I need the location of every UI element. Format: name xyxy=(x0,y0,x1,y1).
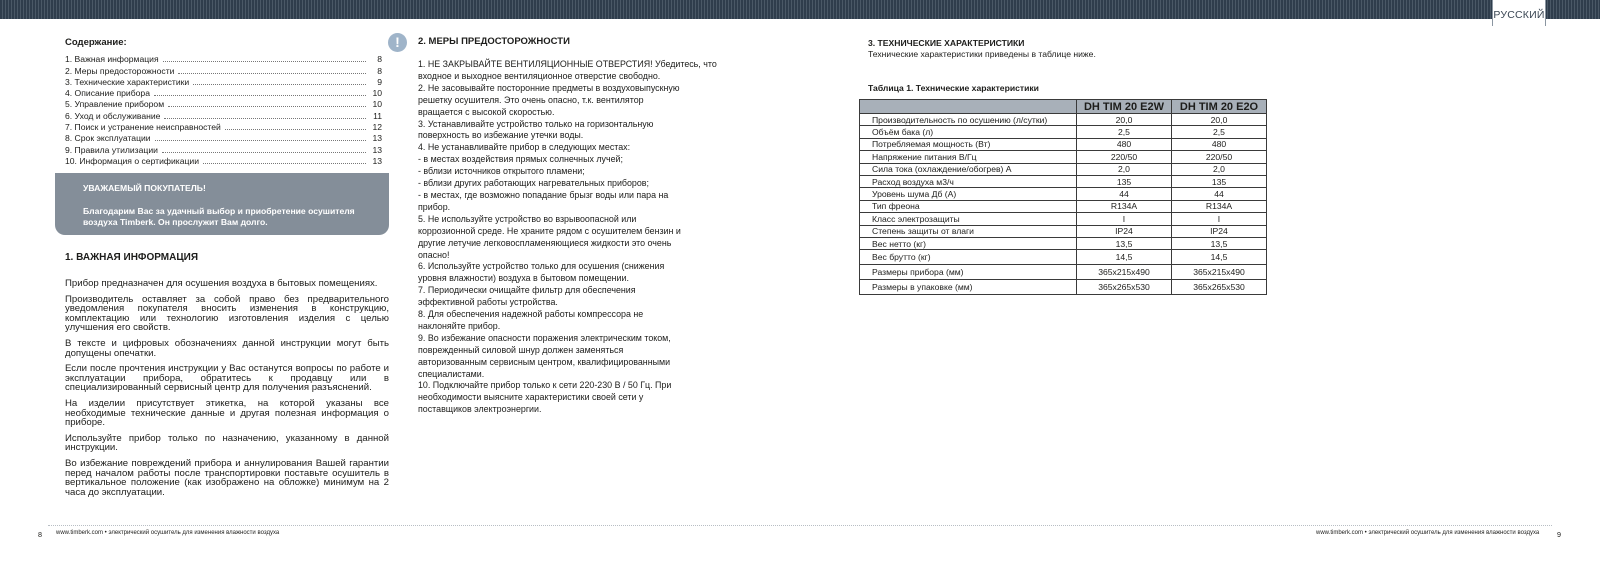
section2-line: 7. Периодически очищайте фильтр для обеспечения xyxy=(418,285,636,296)
table-cell-value: IP24 xyxy=(1172,225,1267,237)
toc-item-label: 7. Поиск и устранение неисправностей xyxy=(65,122,221,133)
table-cell-label: Потребляемая мощность (Вт) xyxy=(860,138,1077,150)
toc-item xyxy=(65,121,382,132)
header-cell-blank xyxy=(860,100,1077,114)
section3-subtitle: Технические характеристики приведены в таблице ниже. xyxy=(868,49,1096,59)
section2-line: коррозионной среде. Не храните рядом с осушителем бензин и xyxy=(418,225,681,236)
toc-leader-dots xyxy=(178,73,366,74)
toc-item-label: 5. Управление прибором xyxy=(65,99,165,110)
toc-item-label: 6. Уход и обслуживание xyxy=(65,110,161,121)
table-row xyxy=(860,225,1267,237)
page-number-left: 8 xyxy=(38,530,42,539)
section2-line: решетку осушителя. Это очень опасно, т.к. вентилятор xyxy=(418,94,644,105)
table-cell-value: 365x215x490 xyxy=(1172,265,1267,280)
table-cell-label: Вес нетто (кг) xyxy=(860,237,1077,249)
table-cell-value: IP24 xyxy=(1077,225,1172,237)
section2-line: - вблизи других работающих нагревательных приборов; xyxy=(418,178,649,189)
table-cell-value: 13,5 xyxy=(1172,237,1267,249)
table-cell-value: 20,0 xyxy=(1172,114,1267,126)
toc-leader-dots xyxy=(193,84,366,85)
section2-line: 6. Используйте устройство только для осушения (снижения xyxy=(418,261,665,272)
table-cell-value: 480 xyxy=(1172,138,1267,150)
section1-paragraph: Во избежание повреждений прибора и аннулирования Вашей гарантии перед началом работы после транспортировки поставьте осушитель в вертикальное положение (как изображено на обложке) минимум на 2 часа до эксплуатации. xyxy=(65,457,389,498)
toc-item-page: 8 xyxy=(377,54,382,65)
table-row xyxy=(860,200,1267,212)
table-row xyxy=(860,237,1267,249)
toc-item xyxy=(65,87,382,98)
table-cell-value: 480 xyxy=(1077,138,1172,150)
section2-line: поверхность во избежание утечки воды. xyxy=(418,130,584,141)
table-row xyxy=(860,151,1267,163)
language-tab xyxy=(1492,0,1546,26)
header-cell-model-1: DH TIM 20 E2W xyxy=(1077,100,1172,114)
table-row xyxy=(860,138,1267,150)
toc-leader-dots xyxy=(154,95,366,96)
toc-leader-dots xyxy=(162,152,366,153)
toc-item-label: 8. Срок эксплуатации xyxy=(65,133,151,144)
toc-item xyxy=(65,76,382,87)
toc-item xyxy=(65,143,382,154)
toc-item xyxy=(65,64,382,75)
section2-line: 8. Для обеспечения надежной работы компрессора не xyxy=(418,309,644,320)
table-row xyxy=(860,265,1267,280)
table-cell-label: Размеры прибора (мм) xyxy=(860,265,1077,280)
toc-leader-dots xyxy=(155,140,366,141)
table-cell-value: I xyxy=(1077,213,1172,225)
section1-paragraph: Производитель оставляет за собой право без предварительного уведомления покупателя вносить изменения в конструкцию, комплектацию или технологию изготовления изделия с целью улучшения его свойств. xyxy=(65,293,389,334)
toc-item xyxy=(65,109,382,120)
table-cell-value: 220/50 xyxy=(1077,151,1172,163)
section2-line: авторизованным сервисным центром, квалифицированными xyxy=(418,356,671,367)
table-cell-label: Производительность по осушению (л/сутки) xyxy=(860,114,1077,126)
toc-item xyxy=(65,53,382,64)
toc-item-page: 8 xyxy=(377,65,382,76)
section2-line: поврежденный силовой шнур должен заменяться xyxy=(418,344,624,355)
top-stripe-bar xyxy=(0,0,1600,19)
section2-line: - вблизи источников открытого пламени; xyxy=(418,166,585,177)
table-cell-value: 365x265x530 xyxy=(1172,280,1267,295)
footer-text-right: www.timberk.com • электрический осушитель для изменения влажности воздуха xyxy=(1316,530,1540,536)
table-row xyxy=(860,126,1267,138)
section2-line: прибор. xyxy=(418,201,451,212)
header-cell-model-2: DH TIM 20 E2O xyxy=(1172,100,1267,114)
table-cell-value: 13,5 xyxy=(1077,237,1172,249)
toc-leader-dots xyxy=(164,118,366,119)
toc-item-label: 9. Правила утилизации xyxy=(65,144,158,155)
exclamation-icon: ! xyxy=(388,33,407,52)
table-cell-value: 14,5 xyxy=(1172,250,1267,265)
table-cell-value: 20,0 xyxy=(1077,114,1172,126)
table-cell-label: Объём бака (л) xyxy=(860,126,1077,138)
table-cell-label: Вес брутто (кг) xyxy=(860,250,1077,265)
table-cell-value: R134A xyxy=(1077,200,1172,212)
section2-line: 10. Подключайте прибор только к сети 220-230 В / 50 Гц. При xyxy=(418,380,672,391)
section2-line: 4. Не устанавливайте прибор в следующих местах: xyxy=(418,142,631,153)
toc-item-label: 2. Меры предосторожности xyxy=(65,65,175,76)
table-row xyxy=(860,280,1267,295)
table-title: Таблица 1. Технические характеристики xyxy=(868,83,1039,93)
table-cell-value: 220/50 xyxy=(1172,151,1267,163)
table-row xyxy=(860,175,1267,187)
table-cell-label: Тип фреона xyxy=(860,200,1077,212)
section1-title: 1. ВАЖНАЯ ИНФОРМАЦИЯ xyxy=(65,252,199,263)
section2-body xyxy=(418,59,718,416)
banner-body: Благодарим Вас за удачный выбор и приобретение осушителя воздуха Timberk. Он прослужит Вам долго. xyxy=(83,206,355,227)
section3-title: 3. ТЕХНИЧЕСКИЕ ХАРАКТЕРИСТИКИ xyxy=(868,38,1025,48)
toc-item-page: 12 xyxy=(372,122,382,133)
table-cell-value: R134A xyxy=(1172,200,1267,212)
section1-paragraph: Если после прочтения инструкции у Вас останутся вопросы по работе и эксплуатации прибора, обратитесь к продавцу или в специализированный сервисный центр для получения разъяснений. xyxy=(65,363,389,394)
table-row xyxy=(860,250,1267,265)
section2-line: опасно! xyxy=(418,249,450,260)
toc-leader-dots xyxy=(225,129,366,130)
table-cell-value: 44 xyxy=(1077,188,1172,200)
table-cell-value: 2,0 xyxy=(1077,163,1172,175)
table-cell-label: Сила тока (охлаждение/обогрев) А xyxy=(860,163,1077,175)
section2-line: 1. НЕ ЗАКРЫВАЙТЕ ВЕНТИЛЯЦИОННЫЕ ОТВЕРСТИЯ! Убедитесь, что xyxy=(418,59,717,69)
section1-body xyxy=(65,279,389,503)
toc-title: Содержание: xyxy=(65,37,127,48)
section1-paragraph: Прибор предназначен для осушения воздуха в бытовых помещениях. xyxy=(65,278,378,289)
toc-leader-dots xyxy=(163,61,366,62)
toc-leader-dots xyxy=(203,163,366,164)
toc-item xyxy=(65,132,382,143)
section2-line: 5. Не используйте устройство во взрывоопасной или xyxy=(418,213,637,224)
table-cell-value: 2,5 xyxy=(1172,126,1267,138)
table-cell-label: Расход воздуха м3/ч xyxy=(860,175,1077,187)
toc-leader-dots xyxy=(168,106,366,107)
table-cell-label: Напряжение питания В/Гц xyxy=(860,151,1077,163)
toc-item xyxy=(65,155,382,166)
table-row xyxy=(860,213,1267,225)
table-cell-value: 135 xyxy=(1172,175,1267,187)
table-of-contents xyxy=(65,53,382,166)
table-row xyxy=(860,114,1267,126)
section2-line: необходимости выясните характеристики своей сети у xyxy=(418,392,644,403)
table-cell-label: Класс электрозащиты xyxy=(860,213,1077,225)
section2-line: 3. Устанавливайте устройство только на горизонтальную xyxy=(418,118,654,129)
section2-line: другие летучие легковоспламеняющиеся жидкости это очень xyxy=(418,237,672,248)
section2-line: эффективной работы устройства. xyxy=(418,297,558,308)
toc-item-page: 10 xyxy=(372,99,382,110)
table-cell-value: 365x215x490 xyxy=(1077,265,1172,280)
section1-paragraph: На изделии присутствует этикетка, на которой указаны все необходимые технические данные и другая полезная информация о приборе. xyxy=(65,397,389,429)
page-number-right: 9 xyxy=(1557,530,1561,539)
toc-item xyxy=(65,98,382,109)
toc-item-label: 1. Важная информация xyxy=(65,54,159,65)
table-cell-value: 44 xyxy=(1172,188,1267,200)
banner-heading: УВАЖАЕМЫЙ ПОКУПАТЕЛЬ! xyxy=(83,183,206,193)
footer-divider xyxy=(48,525,1552,526)
customer-banner xyxy=(55,173,389,235)
spec-table-header xyxy=(860,100,1267,114)
table-row xyxy=(860,188,1267,200)
toc-item-label: 4. Описание прибора xyxy=(65,88,150,99)
toc-item-page: 13 xyxy=(372,144,382,155)
table-cell-label: Степень защиты от влаги xyxy=(860,225,1077,237)
footer-text-left: www.timberk.com • электрический осушитель для изменения влажности воздуха xyxy=(56,530,280,536)
section2-line: наклоняйте прибор. xyxy=(418,320,501,331)
toc-item-label: 10. Информация о сертификации xyxy=(65,155,200,166)
section2-line: поставщиков электроэнергии. xyxy=(418,404,542,415)
spec-table xyxy=(859,99,1267,295)
table-cell-value: I xyxy=(1172,213,1267,225)
toc-item-page: 13 xyxy=(372,155,382,166)
table-cell-value: 14,5 xyxy=(1077,250,1172,265)
table-cell-label: Уровень шума Дб (А) xyxy=(860,188,1077,200)
section1-paragraph: Используйте прибор только по назначению, указанному в данной инструкции. xyxy=(65,432,389,454)
section2-line: - в местах воздействия прямых солнечных лучей; xyxy=(418,154,623,165)
section2-line: - в местах, где возможно попадание брызг воды или пара на xyxy=(418,189,669,200)
toc-item-page: 10 xyxy=(372,88,382,99)
toc-item-label: 3. Технические характеристики xyxy=(65,76,190,87)
toc-item-page: 11 xyxy=(373,110,382,121)
section2-line: 9. Во избежание опасности поражения электрическим током, xyxy=(418,332,671,343)
section2-line: вращается с высокой скоростью. xyxy=(418,106,555,117)
toc-item-page: 13 xyxy=(372,133,382,144)
table-cell-label: Размеры в упаковке (мм) xyxy=(860,280,1077,295)
section2-title: 2. МЕРЫ ПРЕДОСТОРОЖНОСТИ xyxy=(418,36,570,47)
section1-paragraph: В тексте и цифровых обозначениях данной инструкции могут быть допущены опечатки. xyxy=(65,337,389,359)
table-cell-value: 2,0 xyxy=(1172,163,1267,175)
table-cell-value: 2,5 xyxy=(1077,126,1172,138)
table-cell-value: 365x265x530 xyxy=(1077,280,1172,295)
table-row xyxy=(860,163,1267,175)
section2-line: уровня влажности) воздуха в бытовом помещении. xyxy=(418,273,629,284)
section2-line: 2. Не засовывайте посторонние предметы в воздуховыпускную xyxy=(418,82,680,93)
table-cell-value: 135 xyxy=(1077,175,1172,187)
toc-item-page: 9 xyxy=(377,76,382,87)
language-label: РУССКИЙ xyxy=(1493,9,1545,21)
section2-line: специалистами. xyxy=(418,368,485,379)
section2-line: входное и выходное вентиляционное отверстие свободно. xyxy=(418,70,661,81)
